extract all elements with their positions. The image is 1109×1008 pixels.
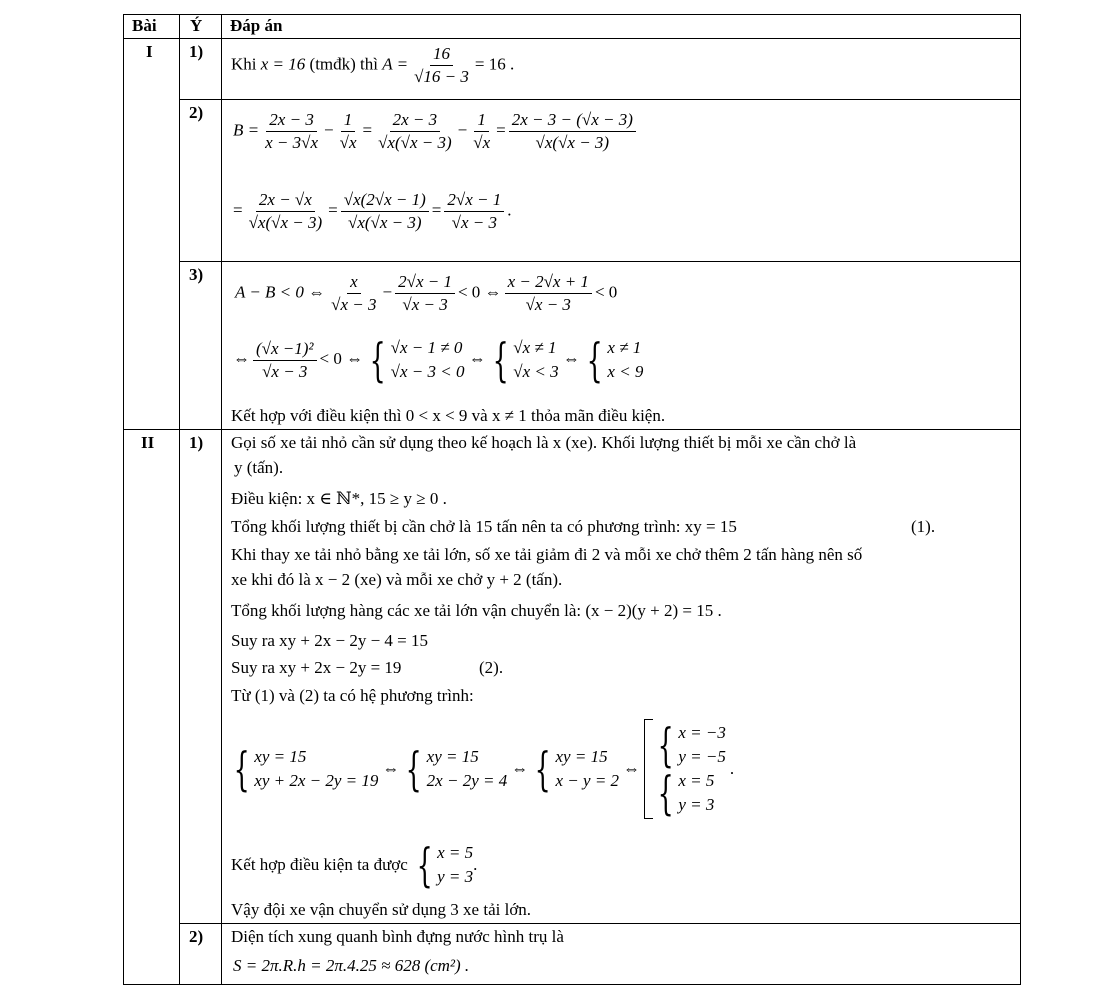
row-divider-part2 — [123, 429, 1021, 430]
header-bai: Bài — [132, 16, 157, 35]
q4-line-11: Kết hợp điều kiện ta được { x = 5 y = 3 . — [231, 838, 478, 892]
part-label-3: 3) — [189, 265, 204, 284]
q4-line-9-ref: (2). — [479, 658, 504, 677]
table-border-bottom — [123, 984, 1021, 985]
table-border-right — [1020, 14, 1021, 985]
part-label-II-2: 2) — [189, 927, 204, 946]
row-divider-q5 — [179, 923, 1021, 924]
table-border-top — [123, 14, 1021, 15]
q1-formula-line: Khi x = 16 (tmđk) thì A = $\frac{16}{√16 - 3}$ = 16 . — [231, 44, 515, 86]
header-y: Ý — [190, 16, 203, 35]
q2-line-2: = $\frac{2x - √x}{√x(√x - 3)}$ = $\frac{√x(2√x - 1)}{√x(√x - 3)}$ = $\frac{2√x - 1}{√x - 3}$ . — [233, 190, 512, 232]
q4-line-12: Vậy đội xe vận chuyển sử dụng 3 xe tải lớn. — [231, 900, 532, 919]
part-label-2: 2) — [189, 103, 204, 122]
q4-line-7: Tổng khối lượng hàng các xe tải lớn vận chuyển là: (x − 2)(y + 2) = 15 . — [231, 601, 722, 620]
table-border-left — [123, 14, 124, 985]
q4-line-5: Khi thay xe tải nhỏ bằng xe tải lớn, số xe tải giảm đi 2 và mỗi xe chở thêm 2 tấn hàng nên số — [231, 545, 863, 564]
q4-line-1: Gọi số xe tải nhỏ cần sử dụng theo kế hoạch là x (xe). Khối lượng thiết bị mỗi xe cần chở là — [231, 433, 857, 452]
q1-fraction: $\frac{16}{√16 - 3}$ — [414, 44, 469, 86]
q2-line-1: B = $\frac{2x - 3}{x - 3√x}$ − $\frac{1}{√x}$ = $\frac{2x - 3}{√x(√x - 3)}$ − $\frac{1}{√x}$ = $\frac{2x - 3 - (√x - 3)}{√x(√x - 3)}$ — [233, 110, 639, 153]
q4-line-2: y (tấn). — [234, 458, 284, 477]
q4-line-3: Điều kiện: x ∈ ℕ*, 15 ≥ y ≥ 0 . — [231, 489, 447, 508]
q3-line-2: ⇔ $\frac{\text{(√x −1)²}}{√x - 3}$ < 0 ⇔ { √x − 1 ≠ 0 √x − 3 < 0 ⇔ { √x ≠ 1 √x < 3 ⇔ { x ≠ 1 x < 9 — [233, 333, 644, 387]
q4-line-4-ref: (1). — [911, 517, 936, 536]
row-divider-header — [123, 38, 1021, 39]
q5-line-2: S = 2π.R.h = 2π.4.25 ≈ 628 (cm²) . — [233, 956, 470, 975]
row-divider-q2 — [179, 99, 1021, 100]
col-divider-1 — [179, 14, 180, 985]
header-dap-an: Đáp án — [230, 16, 283, 35]
q4-line-6: xe khi đó là x − 2 (xe) và mỗi xe chở y + 2 (tấn). — [231, 570, 563, 589]
bai-label-II: II — [141, 433, 155, 452]
part-label-II-1: 1) — [189, 433, 204, 452]
bai-label-I: I — [146, 42, 153, 61]
q4-line-8: Suy ra xy + 2x − 2y − 4 = 15 — [231, 631, 429, 650]
q4-line-4: Tổng khối lượng thiết bị cần chở là 15 tấn nên ta có phương trình: xy = 15 — [231, 517, 737, 536]
col-divider-2 — [221, 14, 222, 985]
part-label-1: 1) — [189, 42, 204, 61]
q5-line-1: Diện tích xung quanh bình đựng nước hình trụ là — [231, 927, 564, 946]
q4-system-chain: { xy = 15 xy + 2x − 2y = 19 ⇔ { xy = 15 2x − 2y = 4 ⇔ { xy = 15 x − y = 2 ⇔ { x = −3 y = −5 { x = 5 y = 3 . — [233, 718, 735, 820]
q4-line-9: Suy ra xy + 2x − 2y = 19 — [231, 658, 402, 677]
row-divider-q3 — [179, 261, 1021, 262]
q4-line-10: Từ (1) và (2) ta có hệ phương trình: — [231, 686, 474, 705]
q3-conclusion: Kết hợp với điều kiện thì 0 < x < 9 và x ≠ 1 thỏa mãn điều kiện. — [231, 406, 666, 425]
q3-line-1: A − B < 0 ⇔ $\frac{x}{√x - 3}$ − $\frac{2√x - 1}{√x - 3}$ < 0 ⇔ $\frac{x - 2√x + 1}{√x - 3}$ < 0 — [235, 272, 618, 314]
